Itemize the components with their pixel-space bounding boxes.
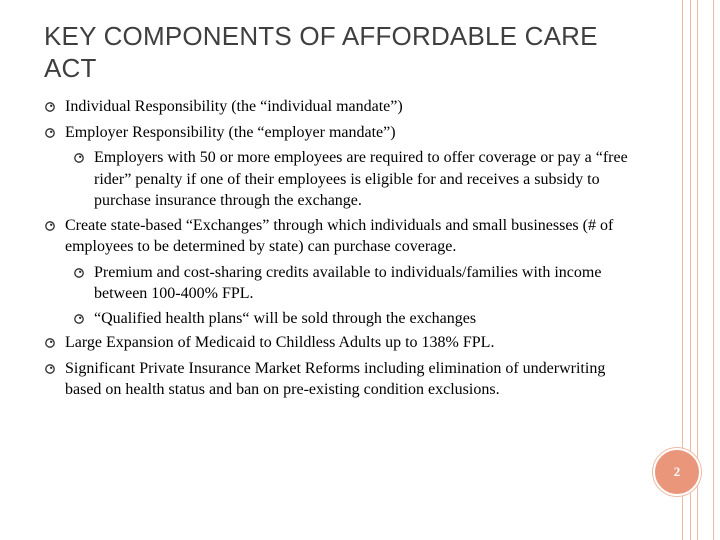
page-number-badge: 2 [653, 448, 701, 496]
bullet-text: Individual Responsibility (the “individual mandate”) [65, 98, 403, 115]
bullet-text: “Qualified health plans“ will be sold through the exchanges [94, 309, 477, 327]
circle-bullet-icon [73, 267, 85, 279]
circle-bullet-icon [44, 337, 56, 349]
sub-bullet-item [73, 262, 634, 305]
bullet-text: Employer Responsibility (the “employer mandate”) [65, 123, 396, 141]
sub-bullet-item [73, 308, 634, 330]
bullet-item [44, 96, 634, 118]
circle-bullet-icon [73, 313, 85, 325]
bullet-item [44, 215, 634, 258]
bullet-text: Significant Private Insurance Market Reforms including elimination of underwriting based on health status and ban on pre-existing condition exclusions. [65, 359, 606, 398]
bullet-text: Create state-based “Exchanges” through which individuals and small businesses (# of employees to be determined by state) can purchase coverage. [65, 216, 614, 255]
bullet-item [44, 122, 634, 144]
bullet-text: Employers with 50 or more employees are required to offer coverage or pay a “free rider” penalty if one of their employees is eligible for and receives a subsidy to purchase insurance through the exchange. [94, 149, 628, 209]
circle-bullet-icon [73, 152, 85, 164]
bullet-item [44, 358, 634, 401]
circle-bullet-icon [44, 220, 56, 232]
sub-bullet-item [73, 147, 634, 212]
circle-bullet-icon [44, 127, 56, 139]
bullet-text: Large Expansion of Medicaid to Childless Adults up to 138% FPL. [65, 334, 495, 351]
bullet-list [44, 96, 634, 405]
circle-bullet-icon [44, 101, 56, 113]
bullet-text: Premium and cost-sharing credits available to individuals/families with income between 100-400% FPL. [94, 263, 602, 302]
bullet-item [44, 332, 634, 354]
slide-title: KEY COMPONENTS OF AFFORDABLE CARE ACT [44, 21, 598, 83]
decorative-line [713, 0, 714, 540]
circle-bullet-icon [44, 363, 56, 375]
